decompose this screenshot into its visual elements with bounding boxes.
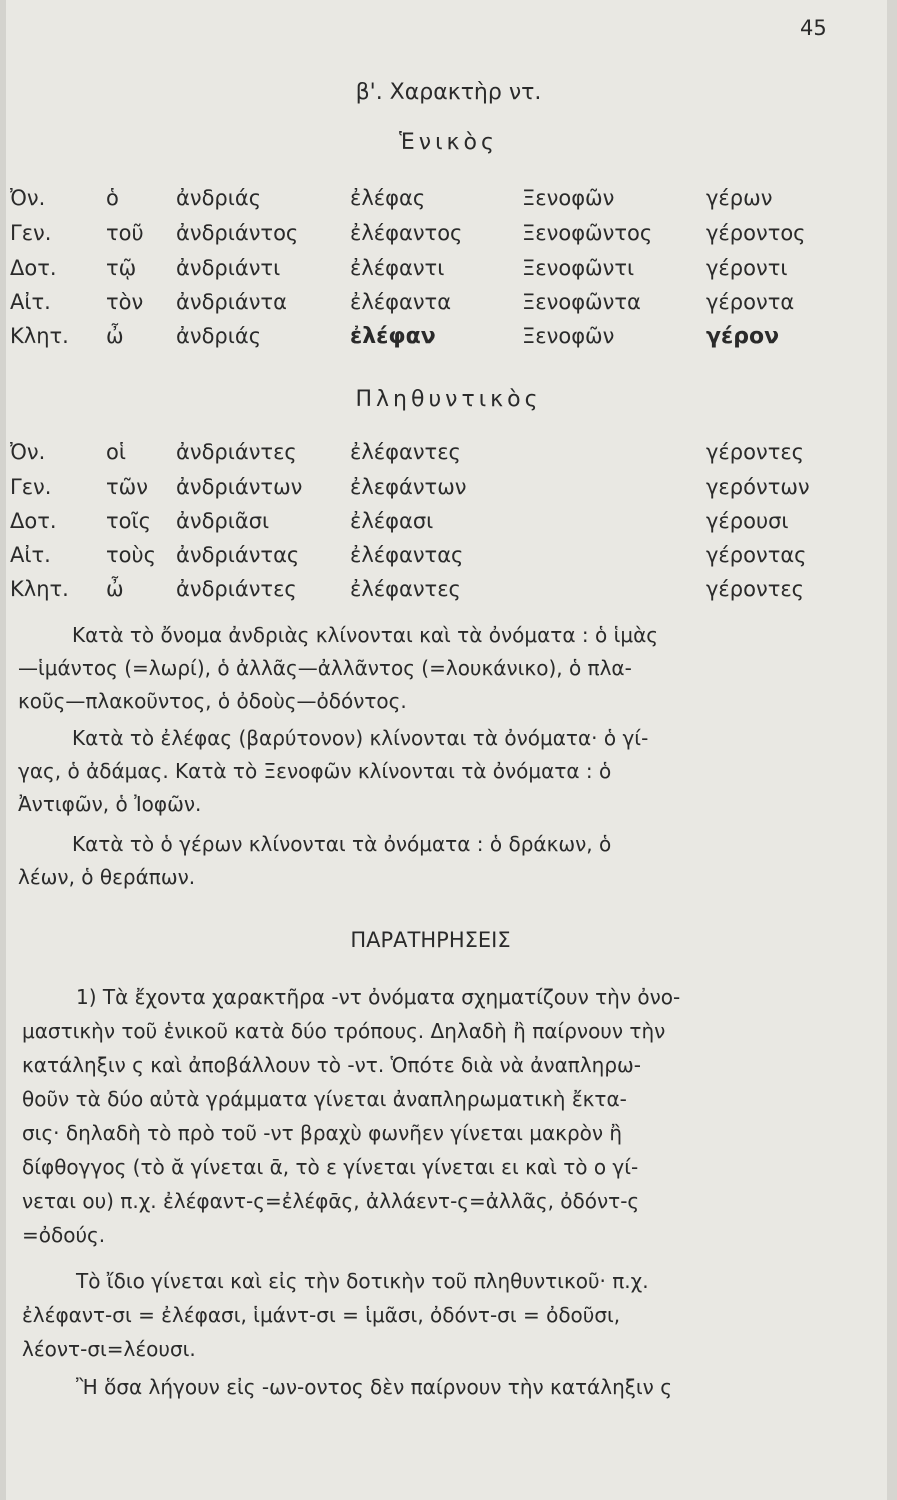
observations-title: ΠΑΡΑΤΗΡΗΣΕΙΣ	[350, 928, 511, 952]
geron-cell: γέροντος	[706, 221, 806, 245]
elefas-cell: ἐλέφας	[350, 186, 426, 210]
andrias-cell: ἀνδριάς	[176, 324, 262, 348]
text-line: δίφθογγος (τὸ ᾰ γίνεται ᾱ, τὸ ε γίνεται γίνεται ει καὶ τὸ ο γί-	[22, 1155, 639, 1179]
geron-cell: γέροντι	[706, 256, 788, 280]
table-row	[0, 543, 897, 573]
andrias-cell: ἀνδριᾶσι	[176, 509, 270, 533]
table-row	[0, 324, 897, 354]
table-row	[0, 186, 897, 216]
andrias-cell: ἀνδριάντας	[176, 543, 300, 567]
text-line: λέοντ-σι=λέουσι.	[22, 1337, 196, 1361]
article-cell: ὦ	[106, 577, 124, 601]
article-cell: τοῦ	[106, 221, 144, 245]
text-line: μαστικὴν τοῦ ἑνικοῦ κατὰ δύο τρόπους. Δηλαδὴ ἢ παίρνουν τὴν	[22, 1019, 666, 1043]
paragraph-andrias	[0, 619, 897, 718]
table-row	[0, 577, 897, 607]
observation-on-ontos	[0, 1370, 897, 1404]
elefas-cell: ἐλεφάντων	[350, 475, 467, 499]
text-line: ἐλέφαντ-σι = ἐλέφασι, ἱμάντ-σι = ἱμᾶσι, ὀδόντ-σι = ὀδοῦσι,	[22, 1303, 621, 1327]
article-cell: ὁ	[106, 186, 119, 210]
xenofon-cell: Ξενοφῶν	[522, 186, 615, 210]
article-cell: τοὺς	[106, 543, 156, 567]
case-label: Αἰτ.	[10, 543, 51, 567]
text-line: Ἢ ὅσα λήγουν εἰς -ων-οντος δὲν παίρνουν τὴν κατάληξιν ς	[76, 1375, 672, 1399]
text-line: νεται ου) π.χ. ἐλέφαντ-ς=ἐλέφᾱς, ἀλλάεντ-ς=ἀλλᾶς, ὀδόντ-ς	[22, 1189, 640, 1213]
geron-cell: γέρων	[706, 186, 773, 210]
table-row	[0, 221, 897, 251]
text-line: Ἀντιφῶν, ὁ Ἰοφῶν.	[18, 792, 202, 816]
andrias-cell: ἀνδριάντων	[176, 475, 303, 499]
xenofon-cell: Ξενοφῶντα	[522, 290, 641, 314]
elefas-cell: ἐλέφαν	[350, 324, 436, 349]
text-line: κατάληξιν ς καὶ ἀποβάλλουν τὸ -ντ. Ὁπότε διὰ νὰ ἀναπληρω-	[22, 1053, 642, 1077]
geron-cell: γέροντα	[706, 290, 795, 314]
text-line: θοῦν τὰ δύο αὐτὰ γράμματα γίνεται ἀναπληρωματικὴ ἔκτα-	[22, 1087, 627, 1111]
andrias-cell: ἀνδριάντα	[176, 290, 287, 314]
case-label: Ὀν.	[10, 440, 46, 464]
andrias-cell: ἀνδριάντι	[176, 256, 281, 280]
text-line: κοῦς—πλακοῦντος, ὁ ὀδοὺς—ὀδόντος.	[18, 689, 407, 713]
table-row	[0, 290, 897, 320]
observation-dative	[0, 1264, 897, 1366]
article-cell: τὸν	[106, 290, 144, 314]
elefas-cell: ἐλέφαντας	[350, 543, 464, 567]
article-cell: οἱ	[106, 440, 126, 464]
article-cell: τοῖς	[106, 509, 151, 533]
case-label: Κλητ.	[10, 577, 69, 601]
elefas-cell: ἐλέφαντες	[350, 440, 461, 464]
text-line: 1) Τὰ ἔχοντα χαρακτῆρα -ντ ὀνόματα σχηματίζουν τὴν ὀνο-	[76, 985, 681, 1009]
case-label: Ὀν.	[10, 186, 46, 210]
geron-cell: γέρον	[706, 324, 780, 349]
geron-cell: γέροντες	[706, 577, 805, 601]
table-row	[0, 440, 897, 470]
case-label: Κλητ.	[10, 324, 69, 348]
article-cell: τῶν	[106, 475, 148, 499]
text-line: Κατὰ τὸ ὄνομα ἀνδριὰς κλίνονται καὶ τὰ ὀνόματα : ὁ ἱμὰς	[72, 623, 658, 647]
text-line: λέων, ὁ θεράπων.	[18, 865, 196, 889]
geron-cell: γέρουσι	[706, 509, 789, 533]
article-cell: ὦ	[106, 324, 124, 348]
paragraph-geron	[0, 828, 897, 894]
section-title: β'. Χαρακτὴρ ντ.	[355, 80, 542, 105]
article-cell: τῷ	[106, 256, 137, 280]
text-line: Τὸ ἴδιο γίνεται καὶ εἰς τὴν δοτικὴν τοῦ πληθυντικοῦ· π.χ.	[76, 1269, 649, 1293]
geron-cell: γέροντες	[706, 440, 805, 464]
paragraph-elefas	[0, 722, 897, 821]
xenofon-cell: Ξενοφῶντος	[522, 221, 653, 245]
andrias-cell: ἀνδριάντος	[176, 221, 299, 245]
plural-heading: Πληθυντικὸς	[355, 387, 542, 412]
elefas-cell: ἐλέφαντες	[350, 577, 461, 601]
elefas-cell: ἐλέφαντος	[350, 221, 463, 245]
text-line: Κατὰ τὸ ἐλέφας (βαρύτονον) κλίνονται τὰ ὀνόματα· ὁ γί-	[72, 726, 649, 750]
elefas-cell: ἐλέφαντα	[350, 290, 452, 314]
andrias-cell: ἀνδριάς	[176, 186, 262, 210]
case-label: Δοτ.	[10, 256, 57, 280]
elefas-cell: ἐλέφασι	[350, 509, 434, 533]
text-line: =ὀδούς.	[22, 1223, 106, 1247]
observation-1	[0, 980, 897, 1252]
text-line: Κατὰ τὸ ὁ γέρων κλίνονται τὰ ὀνόματα : ὁ δράκων, ὁ	[72, 832, 612, 856]
table-row	[0, 475, 897, 505]
elefas-cell: ἐλέφαντι	[350, 256, 445, 280]
text-line: σις· δηλαδὴ τὸ πρὸ τοῦ -ντ βραχὺ φωνῆεν γίνεται μακρὸν ἢ	[22, 1121, 623, 1145]
case-label: Γεν.	[10, 221, 52, 245]
case-label: Γεν.	[10, 475, 52, 499]
singular-heading: Ἑνικὸς	[399, 130, 498, 155]
geron-cell: γέροντας	[706, 543, 807, 567]
text-line: —ἱμάντος (=λωρί), ὁ ἀλλᾶς—ἀλλᾶντος (=λουκάνικο), ὁ πλα-	[18, 656, 632, 680]
andrias-cell: ἀνδριάντες	[176, 577, 297, 601]
case-label: Αἰτ.	[10, 290, 51, 314]
geron-cell: γερόντων	[706, 475, 810, 499]
text-line: γας, ὁ ἀδάμας. Κατὰ τὸ Ξενοφῶν κλίνονται τὰ ὀνόματα : ὁ	[18, 759, 612, 783]
case-label: Δοτ.	[10, 509, 57, 533]
table-row	[0, 256, 897, 286]
table-row	[0, 509, 897, 539]
page-number: 45	[800, 16, 827, 40]
andrias-cell: ἀνδριάντες	[176, 440, 297, 464]
xenofon-cell: Ξενοφῶν	[522, 324, 615, 348]
xenofon-cell: Ξενοφῶντι	[522, 256, 635, 280]
